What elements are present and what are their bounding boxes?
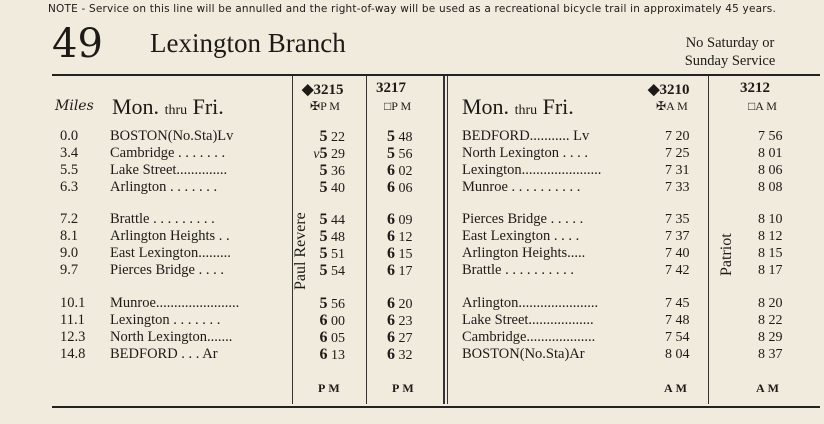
station-name: BEDFORD . . . Ar: [110, 346, 218, 362]
train-ampm: [310, 99, 340, 114]
station-name: BEDFORD........... Lv: [462, 128, 590, 144]
station-name: Munroe . . . . . . . . . .: [462, 179, 581, 195]
miles-header: Miles: [55, 98, 94, 114]
time-hour: 8: [758, 229, 765, 244]
time-min: 54: [675, 330, 690, 345]
departure-time: [665, 295, 690, 312]
time-hour: 8: [758, 146, 765, 161]
time-min: 31: [675, 163, 690, 178]
days-label: thru: [164, 103, 188, 118]
time-hour: 6: [387, 179, 395, 196]
time-min: 29: [768, 330, 783, 345]
time-min: 40: [331, 181, 345, 196]
time-min: 48: [331, 230, 345, 245]
departure-time: [320, 295, 346, 313]
time-hour: 7: [665, 146, 672, 161]
miles-value: 6.3: [60, 179, 79, 195]
time-min: 56: [768, 129, 783, 144]
time-hour: 7: [665, 246, 672, 261]
train-name-patriot: Patriot: [718, 233, 735, 276]
miles-value: 7.2: [60, 211, 79, 227]
station-name: East Lexington . . . .: [462, 228, 580, 244]
route-number: 49: [52, 21, 103, 67]
time-min: 56: [398, 147, 413, 162]
departure-time: [387, 262, 413, 280]
time-min: 36: [331, 164, 345, 179]
time-hour: 6: [319, 329, 328, 346]
time-min: 01: [768, 146, 783, 161]
time-min: 27: [398, 331, 413, 346]
time-min: 45: [675, 296, 690, 311]
time-hour: 6: [387, 245, 395, 262]
departure-time: [758, 262, 783, 279]
service-note-line: No Saturday or: [685, 35, 775, 51]
time-min: 05: [331, 331, 345, 346]
departure-time: [320, 128, 346, 146]
departure-time: [320, 211, 346, 229]
departure-time: [387, 245, 413, 263]
departure-time: [758, 346, 783, 363]
ampm-label: P M: [320, 99, 340, 113]
departure-time: [387, 145, 413, 163]
departure-time: [758, 245, 783, 262]
time-hour: 8: [665, 347, 672, 362]
train-number: ◆3215: [302, 82, 344, 98]
departure-time: [665, 262, 690, 279]
departure-time: [387, 162, 413, 180]
time-flag: v: [313, 147, 320, 162]
square-icon: □: [384, 99, 392, 113]
square-icon: □: [748, 99, 756, 113]
time-hour: 7: [665, 229, 672, 244]
footer-ampm: PM: [318, 381, 343, 395]
time-min: 54: [331, 264, 345, 279]
time-min: 04: [675, 347, 690, 362]
time-min: 48: [675, 313, 690, 328]
time-hour: 5: [319, 211, 328, 228]
train-name-paul-revere: Paul Revere: [292, 212, 309, 290]
departure-time: [320, 179, 346, 197]
time-hour: 6: [387, 312, 395, 329]
time-hour: 7: [665, 163, 672, 178]
station-name: East Lexington.........: [110, 245, 231, 261]
station-name: Arlington......................: [462, 295, 599, 311]
departure-time: [387, 179, 413, 197]
time-hour: 8: [758, 212, 765, 227]
miles-value: 12.3: [60, 329, 86, 345]
departure-time: [665, 346, 690, 363]
time-min: 40: [675, 246, 690, 261]
station-name: Arlington Heights . .: [110, 228, 230, 244]
miles-value: 0.0: [60, 128, 79, 144]
time-min: 56: [331, 297, 345, 312]
departure-time: [387, 211, 413, 229]
time-min: 06: [398, 181, 413, 196]
footer-ampm: AM: [664, 381, 690, 395]
train-number: 3212: [740, 80, 770, 96]
time-min: 23: [398, 314, 413, 329]
time-min: 33: [675, 180, 690, 195]
time-hour: 8: [758, 246, 765, 261]
time-hour: 5: [319, 162, 328, 179]
time-hour: 6: [387, 228, 395, 245]
miles-value: 9.7: [60, 262, 79, 278]
time-hour: 6: [319, 312, 328, 329]
time-hour: 5: [319, 295, 328, 312]
time-hour: 7: [758, 129, 765, 144]
miles-value: 5.5: [60, 162, 79, 178]
time-hour: 7: [665, 263, 672, 278]
miles-value: 3.4: [60, 145, 79, 161]
time-hour: 6: [387, 329, 395, 346]
departure-time: [665, 245, 690, 262]
time-hour: 7: [665, 330, 672, 345]
time-min: 09: [398, 213, 413, 228]
time-min: 32: [398, 348, 413, 363]
days-label: Mon.: [462, 94, 510, 119]
time-min: 12: [768, 229, 783, 244]
departure-time: [758, 162, 783, 179]
time-min: 51: [331, 247, 345, 262]
departure-time: [758, 295, 783, 312]
time-min: 29: [331, 147, 345, 162]
time-hour: 8: [758, 263, 765, 278]
station-name: BOSTON(No.Sta)Ar: [462, 346, 585, 362]
departure-time: [387, 312, 413, 330]
time-hour: 8: [758, 330, 765, 345]
station-name: Lake Street..............: [110, 162, 228, 178]
station-name: Lexington......................: [462, 162, 602, 178]
maltese-cross-icon: ✠: [310, 99, 321, 113]
time-hour: 6: [387, 346, 395, 363]
departure-time: [758, 128, 783, 145]
time-hour: 7: [665, 313, 672, 328]
ampm-label: P M: [391, 99, 412, 113]
time-hour: 6: [387, 262, 395, 279]
departure-time: [758, 179, 783, 196]
station-name: Lake Street..................: [462, 312, 594, 328]
departure-time: [387, 329, 413, 347]
departure-time: [758, 329, 783, 346]
time-min: 15: [768, 246, 783, 261]
departure-time: [320, 329, 346, 347]
station-name: Brattle . . . . . . . . . .: [462, 262, 574, 278]
time-min: 20: [398, 297, 413, 312]
train-ampm: [384, 99, 411, 114]
station-name: Brattle . . . . . . . . .: [110, 211, 215, 227]
time-hour: 5: [319, 145, 328, 162]
time-hour: 8: [758, 347, 765, 362]
time-hour: 7: [665, 129, 672, 144]
time-min: 25: [675, 146, 690, 161]
station-name: Arlington Heights.....: [462, 245, 586, 261]
departure-time: [758, 145, 783, 162]
divider: [366, 76, 367, 404]
time-min: 48: [398, 130, 413, 145]
days-label: thru: [514, 103, 538, 118]
time-hour: 7: [665, 180, 672, 195]
maltese-cross-icon: ✠: [656, 99, 667, 113]
miles-value: 10.1: [60, 295, 86, 311]
time-hour: 8: [758, 163, 765, 178]
time-hour: 8: [758, 313, 765, 328]
days-label: Mon.: [112, 94, 160, 119]
station-name: Arlington . . . . . . .: [110, 179, 218, 195]
divider: [708, 76, 709, 404]
time-min: 42: [675, 263, 690, 278]
time-min: 06: [768, 163, 783, 178]
time-min: 13: [331, 348, 345, 363]
departure-time: [758, 211, 783, 228]
time-min: 20: [675, 129, 690, 144]
station-name: BOSTON(No.Sta)Lv: [110, 128, 234, 144]
time-hour: 5: [319, 179, 328, 196]
time-hour: 5: [319, 228, 328, 245]
days-label: Fri.: [542, 94, 574, 119]
time-hour: 5: [319, 128, 328, 145]
departure-time: [320, 312, 346, 330]
time-hour: 6: [387, 295, 395, 312]
departure-time: [320, 245, 346, 263]
service-days-note: [650, 34, 810, 70]
departure-time: [387, 228, 413, 246]
time-min: 12: [398, 230, 413, 245]
time-min: 02: [398, 164, 413, 179]
divider: [443, 76, 445, 404]
departure-time: [665, 145, 690, 162]
miles-value: 8.1: [60, 228, 79, 244]
time-min: 15: [398, 247, 413, 262]
time-min: 22: [331, 130, 345, 145]
miles-value: 9.0: [60, 245, 79, 261]
departure-time: [320, 262, 346, 280]
departure-time: [313, 145, 345, 163]
departure-time: [320, 346, 346, 364]
departure-time: [665, 312, 690, 329]
days-label: Fri.: [192, 94, 224, 119]
ampm-label: A M: [666, 99, 688, 113]
time-hour: 5: [387, 145, 395, 162]
time-min: 22: [768, 313, 783, 328]
train-ampm: [656, 99, 688, 114]
time-min: 17: [768, 263, 783, 278]
departure-time: [758, 228, 783, 245]
train-number: ◆3210: [648, 82, 690, 98]
station-name: North Lexington . . . .: [462, 145, 589, 161]
time-min: 20: [768, 296, 783, 311]
days-header-inbound: [462, 94, 574, 120]
departure-time: [665, 128, 690, 145]
time-min: 08: [768, 180, 783, 195]
divider: [447, 76, 448, 404]
time-hour: 6: [387, 162, 395, 179]
station-name: Munroe.......................: [110, 295, 240, 311]
train-ampm: [748, 99, 777, 114]
departure-time: [320, 228, 346, 246]
time-min: 17: [398, 264, 413, 279]
departure-time: [387, 346, 413, 364]
station-name: Lexington . . . . . . .: [110, 312, 221, 328]
time-hour: 8: [758, 296, 765, 311]
departure-time: [665, 228, 690, 245]
ampm-label: A M: [755, 99, 777, 113]
departure-time: [665, 162, 690, 179]
departure-time: [665, 211, 690, 228]
time-min: 37: [768, 347, 783, 362]
service-note-banner: NOTE - Service on this line will be annulled and the right-of-way will be used as a recreational bicycle trail in approximately 45 years.: [47, 3, 776, 15]
station-name: Cambridge . . . . . . .: [110, 145, 226, 161]
footer-ampm: AM: [756, 381, 782, 395]
departure-time: [665, 329, 690, 346]
time-hour: 5: [387, 128, 395, 145]
station-name: North Lexington.......: [110, 329, 233, 345]
time-min: 35: [675, 212, 690, 227]
departure-time: [387, 128, 413, 146]
station-name: Pierces Bridge . . . .: [110, 262, 224, 278]
time-min: 10: [768, 212, 783, 227]
route-title: Lexington Branch: [150, 28, 346, 58]
footer-ampm: PM: [392, 381, 417, 395]
time-hour: 7: [665, 212, 672, 227]
miles-value: 11.1: [60, 312, 85, 328]
time-hour: 8: [758, 180, 765, 195]
departure-time: [320, 162, 346, 180]
time-hour: 5: [319, 245, 328, 262]
departure-time: [665, 179, 690, 196]
days-header-outbound: [112, 94, 224, 120]
time-hour: 5: [319, 262, 328, 279]
time-hour: 6: [319, 346, 328, 363]
train-number: 3217: [376, 80, 406, 96]
departure-time: [758, 312, 783, 329]
time-min: 37: [675, 229, 690, 244]
time-hour: 7: [665, 296, 672, 311]
departure-time: [387, 295, 413, 313]
station-name: Pierces Bridge . . . . .: [462, 211, 584, 227]
miles-value: 14.8: [60, 346, 86, 362]
time-hour: 6: [387, 211, 395, 228]
time-min: 44: [331, 213, 345, 228]
time-min: 00: [331, 314, 345, 329]
station-name: Cambridge...................: [462, 329, 596, 345]
service-note-line: Sunday Service: [684, 53, 776, 69]
